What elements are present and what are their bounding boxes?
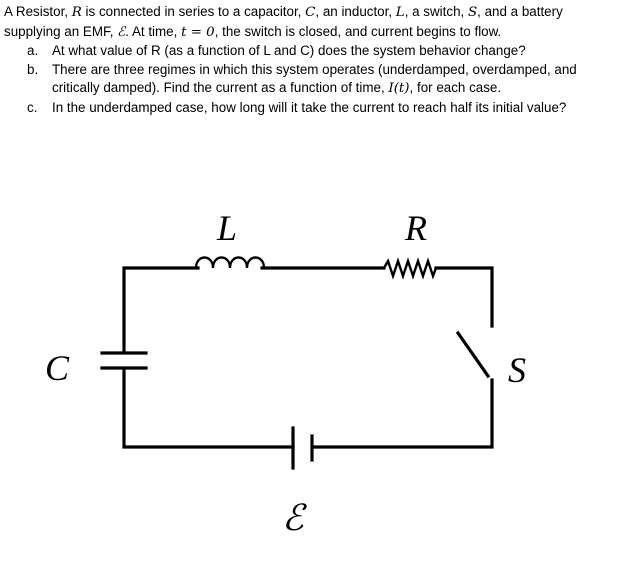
var-emf: ℰ [117,24,126,40]
time-zero: t = 0 [181,24,215,40]
resistor-zigzag [384,261,436,276]
current-function: I(t) [388,81,410,97]
question-text: In the underdamped case, how long will it take the current to reach half its initial value? [52,99,567,115]
intro-text-1: A Resistor, [4,4,72,19]
question-marker: c. [27,99,38,115]
var-r: R [71,5,82,20]
inductor-label: L [217,208,238,248]
switch-label: S [508,350,526,390]
intro-text-4: , a switch, [404,4,468,19]
intro-text-2: is connected in series to a capacitor, [81,4,306,19]
wire-top-left [124,268,198,352]
wire-right [313,380,492,447]
wire-top-right [436,268,492,326]
intro-text-7: , the switch is closed, and current begins to flow. [214,23,502,39]
intro-text-3: , an inductor, [315,4,396,19]
wire-bottom-left [124,370,293,447]
question-marker: a. [27,43,39,59]
question-text-2: , for each case. [409,80,502,96]
var-c: C [305,5,316,20]
var-l: L [395,5,405,20]
capacitor-label: C [45,348,70,388]
question-text-1: There are three regimes in which this system operates (underdamped, overdamped, and critically damped). Find the current as a function of time, [52,61,577,96]
intro-text-6: . At time, [125,23,182,39]
question-marker: b. [27,61,39,77]
battery-emf-label: ℰ [282,498,304,538]
inductor-coil [196,258,264,269]
var-s: S [467,5,478,20]
resistor-label: R [405,208,427,248]
intro-text-5: , and a battery supplying an EMF, [4,4,563,39]
question-text: At what value of R (as a function of L and C) does the system behavior change? [52,43,526,59]
switch-blade [458,333,488,376]
